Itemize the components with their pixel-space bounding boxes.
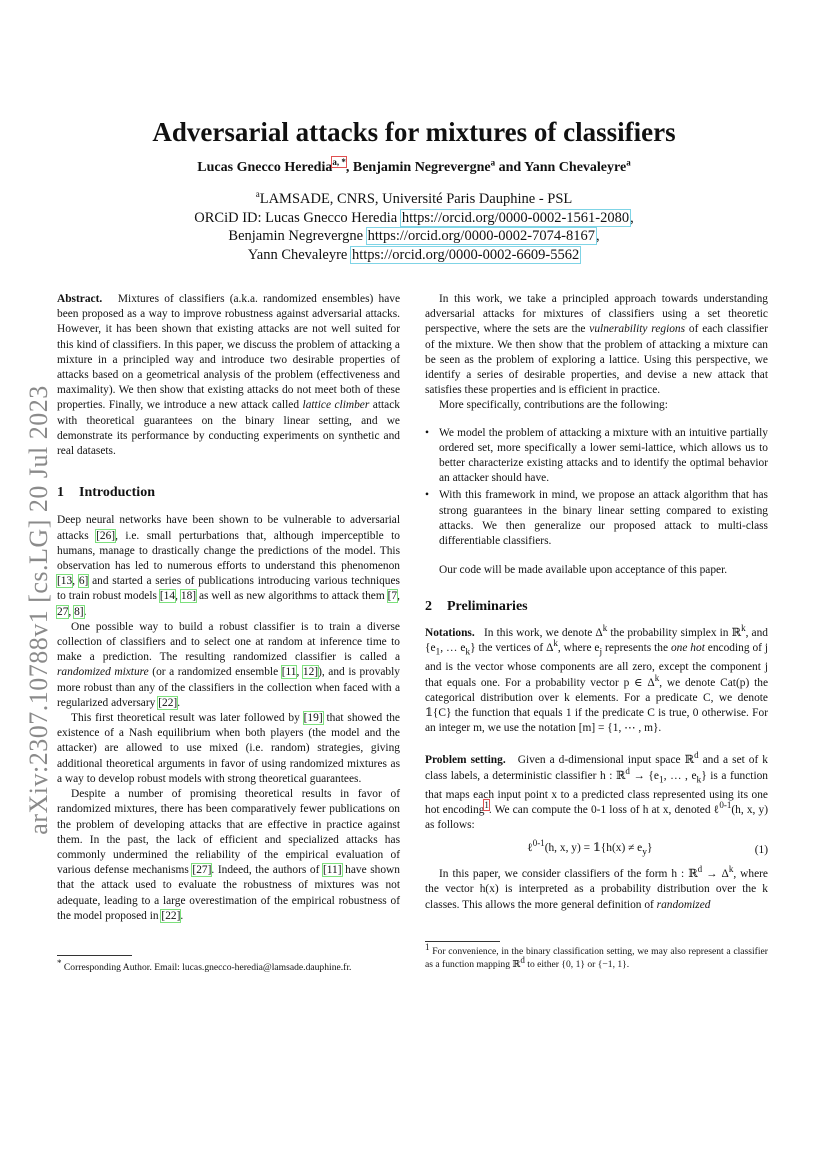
author-3-affiliation-mark: a xyxy=(626,157,631,168)
left-column xyxy=(57,292,400,924)
equation-sub: y xyxy=(642,846,647,857)
footnote-1-t2: to either {0, 1} or {−1, 1}. xyxy=(524,959,630,970)
abstract-emphasis: lattice climber xyxy=(302,399,370,412)
right-p1-b: of each classifier of the mixture. We then show that the problem of attacking a mixture can be seen as the problem of exploring a lattice. Using this perspective, we identify a series of desirable properties, and devise a new attack that satisfies these properties and is efficient in practice. xyxy=(425,323,768,397)
author-3: and Yann Chevaleyre xyxy=(495,160,627,175)
after-eq-emphasis: randomized xyxy=(656,898,711,911)
intro-p1-a: Deep neural networks have been shown to be vulnerable to adversarial attacks xyxy=(57,514,400,542)
equation-1 xyxy=(425,837,768,860)
notations-k2: k xyxy=(741,622,746,633)
problem-t3: → {e xyxy=(629,769,659,782)
citation-11[interactable]: [11 xyxy=(281,666,297,679)
citation-8[interactable]: 8] xyxy=(74,605,84,618)
footnote-1-link[interactable]: 1 xyxy=(484,800,489,811)
footnote-corresponding-text: Corresponding Author. Email: lucas.gnecco-heredia@lamsade.dauphine.fr. xyxy=(61,962,352,973)
notations-t2: the probability simplex in ℝ xyxy=(607,626,742,639)
author-2-affiliation-mark: a xyxy=(490,157,496,168)
right-p1-a: In this work, we take a principled approach towards understanding adversarial attacks for mixtures of classifiers using a set theoretic perspective, where the sets are the xyxy=(425,293,768,336)
after-equation-paragraph xyxy=(425,864,768,913)
abstract-text-2: attack with theoretical guarantees on the binary linear setting, and we demonstrate its performance by conducting experiments on synthetic and real datasets. xyxy=(57,399,400,458)
equation-1-number: (1) xyxy=(754,843,768,856)
intro-p1-i: . xyxy=(83,605,87,618)
notations-t4: , … e xyxy=(440,641,466,654)
equation-lhs: ℓ xyxy=(527,841,533,854)
orcid-line-1 xyxy=(0,209,828,228)
intro-paragraph-3 xyxy=(57,711,400,787)
affiliation-line xyxy=(0,190,828,209)
citation-18[interactable]: 18] xyxy=(180,590,197,603)
intro-p1-g: , xyxy=(397,590,400,603)
citation-27[interactable]: 27 xyxy=(57,605,69,618)
intro-p1-h: , xyxy=(68,605,75,618)
footnote-star-mark: * xyxy=(57,957,62,968)
notations-label: Notations. xyxy=(425,626,475,639)
problem-d1: d xyxy=(694,750,699,761)
orcid-label: ORCiD ID: Lucas Gnecco Heredia xyxy=(194,209,401,226)
problem-t6: . We can compute the 0-1 loss of h at x, denoted ℓ xyxy=(488,804,720,817)
citation-19[interactable]: [19] xyxy=(303,712,323,725)
intro-p4-d: . xyxy=(180,909,184,922)
after-eq-k: k xyxy=(728,864,734,875)
intro-p2-a: One possible way to build a robust classifier is to train a diverse collection of classifiers and to select one at random at inference time to make a prediction. The resulting randomized classifier is called a xyxy=(57,620,400,664)
after-eq-t2: → Δ xyxy=(702,868,729,881)
section-1-heading xyxy=(57,485,400,500)
notations-k4: k xyxy=(654,672,660,683)
equation-rest: (h, x, y) = 𝟙{h(x) ≠ e xyxy=(544,841,643,854)
problem-t5: } is a function that maps each input point x to a predicted class represented using its one hot encoding xyxy=(425,769,768,817)
intro-p4-c: have shown that the attack used to evaluate the robustness of mixtures was not adequate, leading to a large overestimation of the empirical robustness of the model proposed in xyxy=(57,864,400,922)
orcid-person-3: Yann Chevaleyre xyxy=(247,246,351,263)
citation-12[interactable]: 12] xyxy=(302,666,319,679)
intro-p4-a: Despite a number of promising theoretical results in favor of randomized mixtures, there has been comparatively fewer publications on the problem of developing attacks that are effective in practice against them. In the past, the lack of efficient and specialized attacks has commonly undermined the reliability of the empirical evaluation of various defense mechanisms xyxy=(57,788,400,877)
abstract-label: Abstract. xyxy=(57,293,103,305)
right-column xyxy=(425,292,768,913)
intro-p1-b: , i.e. small perturbations that, although imperceptible to humans, manage to drastically change the predictions of the model. This observation has led to numerous efforts to understand this phenomenon xyxy=(57,529,400,573)
intro-paragraph-2 xyxy=(57,620,400,711)
citation-14[interactable]: [14 xyxy=(159,590,176,603)
affiliation-text: LAMSADE, CNRS, Université Paris Dauphine - PSL xyxy=(259,191,573,207)
notations-t9: , we denote Cat(p) the categorical distribution over k elements. For a predicate C, we denote 𝟙{C} the function that equals 1 if the predicate C is true, 0 otherwise. For an integer m, we use the notation [m] = {1, ⋯ , m}. xyxy=(425,676,768,735)
section-1-number: 1 xyxy=(57,485,64,501)
intro-paragraph-4 xyxy=(57,787,400,924)
equation-sup: 0-1 xyxy=(532,837,545,848)
footnote-1 xyxy=(425,941,768,971)
intro-p2-emphasis: randomized mixture xyxy=(57,666,149,679)
problem-setting-label: Problem setting. xyxy=(425,754,506,767)
notations-sk: k xyxy=(465,647,471,658)
orcid-line-3 xyxy=(0,246,828,265)
intro-p2-c: , xyxy=(296,666,303,679)
notations-t5: } the vertices of Δ xyxy=(470,641,554,654)
footnote-1-d: d xyxy=(520,954,525,965)
author-1: Lucas Gnecco Heredia xyxy=(197,160,333,175)
contribution-list xyxy=(425,426,768,550)
arxiv-side-stamp xyxy=(22,375,56,845)
citation-13[interactable]: [13 xyxy=(57,575,73,588)
author-1-affiliation-mark[interactable]: a, * xyxy=(332,157,346,168)
affiliation-mark: a xyxy=(255,189,260,200)
notations-t1: In this work, we denote Δ xyxy=(484,626,603,639)
problem-t2: and a set of k class labels, a deterministic classifier h : ℝ xyxy=(425,754,769,782)
right-p1-emphasis: vulnerability regions xyxy=(589,323,686,336)
orcid-comma-2: , xyxy=(595,228,600,244)
code-availability-note: Our code will be made available upon acceptance of this paper. xyxy=(439,564,728,577)
problem-t4: , … , e xyxy=(663,769,697,782)
notations-sj: j xyxy=(599,647,603,658)
equation-1-body xyxy=(425,837,755,860)
author-2: , Benjamin Negrevergne xyxy=(345,160,491,175)
orcid-link-1[interactable]: https://orcid.org/0000-0002-1561-2080 xyxy=(401,209,630,226)
footnote-1-t1: For convenience, in the binary classification setting, we may also represent a classifier as a function mapping ℝ xyxy=(425,946,768,970)
intro-p3-a: This first theoretical result was later followed by xyxy=(71,712,304,725)
arxiv-identifier: arXiv:2307.10788v1 [cs.LG] 20 Jul 2023 xyxy=(24,385,53,835)
intro-p4-b: . Indeed, the authors of xyxy=(211,864,323,877)
notations-s1: 1 xyxy=(435,647,441,658)
notations-k1: k xyxy=(602,622,608,633)
notations-paragraph xyxy=(425,622,769,737)
paper-title: Adversarial attacks for mixtures of classifiers xyxy=(152,117,676,147)
after-eq-t1: In this paper, we consider classifiers of the form h : ℝ xyxy=(439,868,698,881)
notations-k3: k xyxy=(553,638,558,649)
intro-p1-c: , xyxy=(72,575,79,588)
orcid-link-2[interactable]: https://orcid.org/0000-0002-7074-8167 xyxy=(367,228,595,244)
problem-d2: d xyxy=(625,765,630,776)
intro-p1-d: and started a series of publications introducing various techniques to train robust models xyxy=(57,575,400,603)
orcid-line-2 xyxy=(0,227,828,246)
footnote-corresponding-author xyxy=(57,957,400,974)
notations-t3: , and {e xyxy=(425,626,768,654)
problem-sup01: 0-1 xyxy=(719,800,732,811)
intro-p2-e: . xyxy=(177,696,181,709)
intro-p2-b: (or a randomized ensemble xyxy=(148,666,282,679)
section-1-title: Introduction xyxy=(79,485,155,501)
contribution-item-1: • We model the problem of attacking a mixture with an intuitive partially ordered set, more specifically a lower semi-lattice, which allows us to better characterize existing attacks and to identify the optimal behavior an attacker should have. xyxy=(425,426,768,487)
orcid-person-2: Benjamin Negrevergne xyxy=(228,228,367,244)
after-eq-d: d xyxy=(697,864,703,875)
notations-t7: represents the xyxy=(602,641,671,654)
footnote-rule-right xyxy=(425,941,500,942)
right-intro-paragraph-2: More specifically, contributions are the following: xyxy=(439,399,668,412)
notations-t6: , where e xyxy=(557,641,600,654)
orcid-link-3[interactable]: https://orcid.org/0000-0002-6609-5562 xyxy=(351,246,580,263)
problem-sk: k xyxy=(696,774,702,785)
citation-22[interactable]: [22] xyxy=(158,696,178,709)
problem-setting-paragraph xyxy=(425,750,769,833)
intro-p1-f: as well as new algorithms to attack them xyxy=(196,590,388,603)
footnote-rule-left xyxy=(57,955,132,956)
problem-s1: 1 xyxy=(658,774,664,785)
right-intro-paragraph-1 xyxy=(425,292,768,398)
abstract-text-1: Mixtures of classifiers (a.k.a. randomized ensembles) have been proposed as a way to improve robustness against adversarial attacks. However, it has been shown that existing attacks are not well suited for this kind of classifiers. In this paper, we discuss the problem of attacking a mixture in a principled way and introduce two desirable properties of attacks based on a geometrical analysis of the problem (effectiveness and maximality). We then show that existing attacks do not meet both of these properties. Finally, we introduce a new attack called xyxy=(57,293,401,412)
problem-t7: (h, x, y) as follows: xyxy=(425,804,768,832)
citation-27-second[interactable]: [27] xyxy=(192,864,212,877)
notations-t8: encoding of j and is the vector whose components are all zero, except the component j that equals one. For a probability vector p ∈ Δ xyxy=(425,641,769,689)
section-2-number: 2 xyxy=(425,599,432,615)
intro-paragraph-1 xyxy=(57,513,400,619)
affiliation-block xyxy=(0,190,828,264)
citation-6[interactable]: 6] xyxy=(78,575,89,588)
problem-t1: Given a d-dimensional input space ℝ xyxy=(517,754,695,767)
abstract xyxy=(57,292,400,459)
citation-26[interactable]: [26] xyxy=(96,529,116,542)
citation-22-second[interactable]: [22] xyxy=(161,909,181,922)
footnote-1-mark: 1 xyxy=(425,941,430,952)
after-eq-t3: , where the vector h(x) is interpreted as a probability distribution over the k classes. This allows the more general definition of xyxy=(425,868,768,911)
citation-7[interactable]: [7 xyxy=(387,590,398,603)
section-2-heading xyxy=(425,599,768,614)
orcid-comma-1: , xyxy=(630,209,634,226)
citation-11-second[interactable]: [11] xyxy=(322,864,342,877)
author-list xyxy=(0,157,828,176)
intro-p3-b: that showed the existence of a Nash equilibrium when both players (the model and the attacker) are allowed to use mixed (i.e. random) strategies, giving additional theoretical arguments in favor of using randomized mixtures as a way to develop robust models with strong theoretical guarantees. xyxy=(57,712,400,785)
intro-p1-e: , xyxy=(175,590,181,603)
intro-p2-d: ), and is provably more robust than any of the classifiers in the collection when faced with a regularized adversary xyxy=(57,666,400,709)
contribution-item-2: • With this framework in mind, we propose an attack algorithm that has strong guarantees in the binary linear setting compared to existing attacks. We then generalize our proposed attack to multi-class differentiable classifiers. xyxy=(425,488,768,549)
section-2-title: Preliminaries xyxy=(447,599,528,615)
notations-emphasis: one hot xyxy=(670,641,705,654)
equation-end: } xyxy=(647,841,653,854)
